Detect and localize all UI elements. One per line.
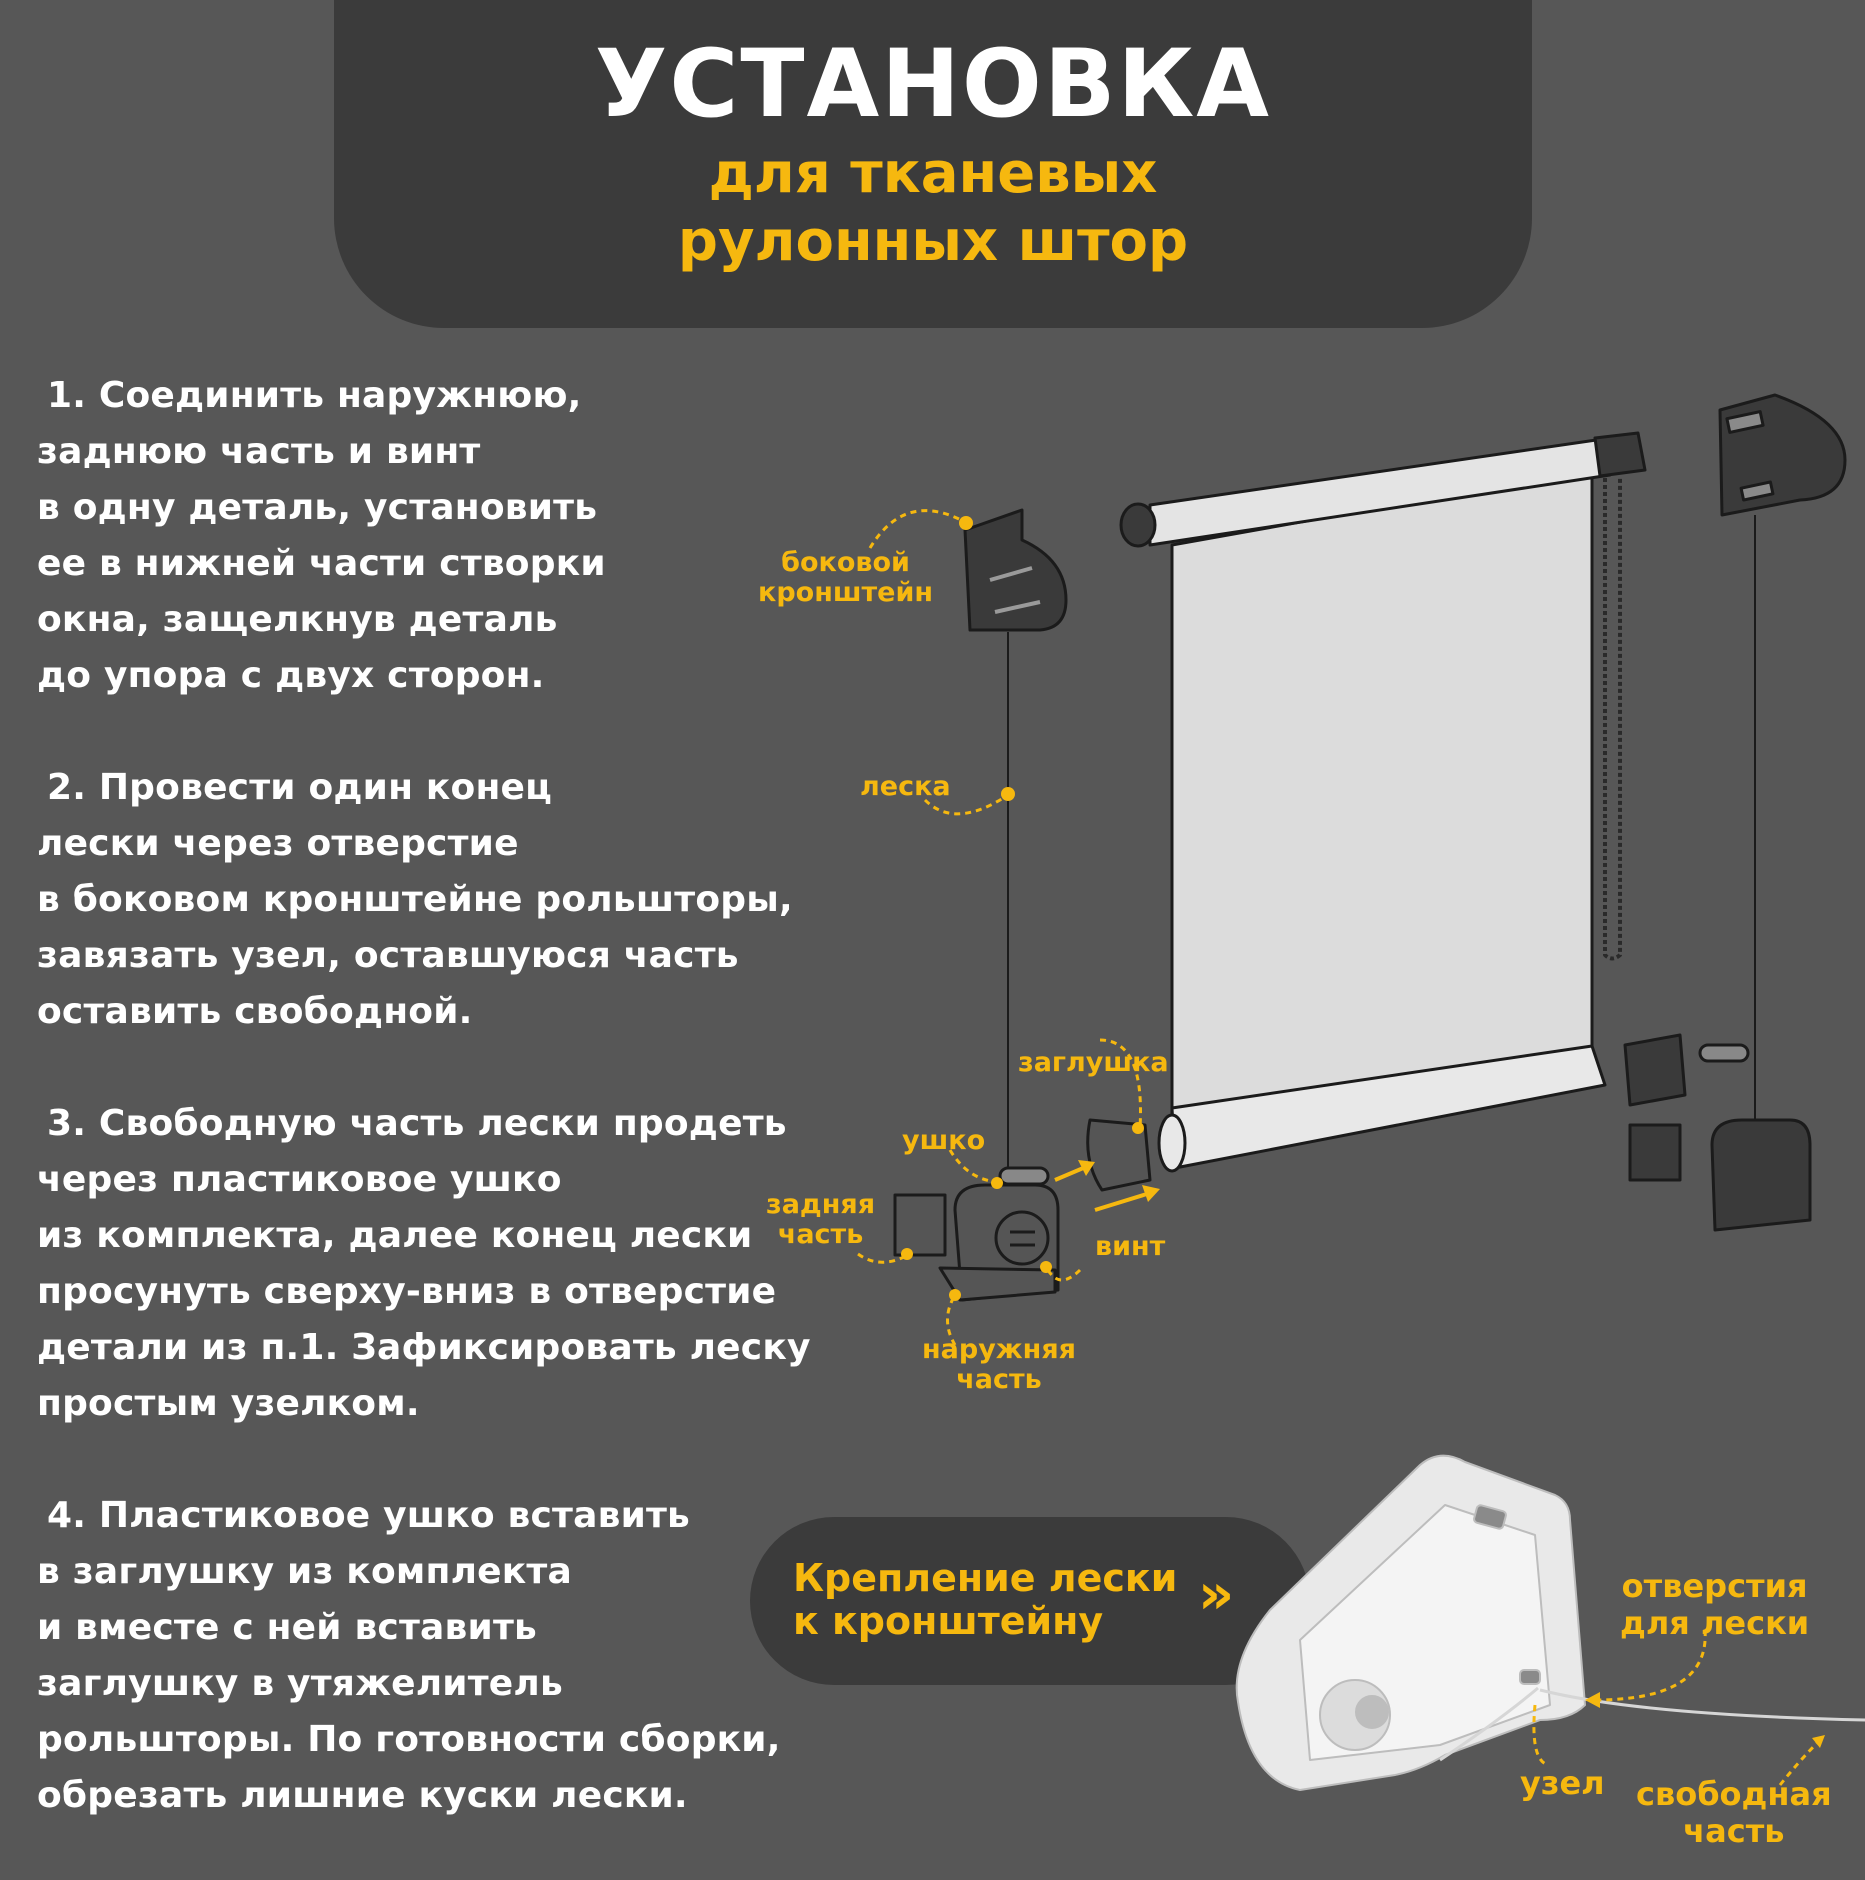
label-free-part: свободная часть <box>1636 1775 1832 1850</box>
step-line: просунуть сверху-вниз в отверстие <box>37 1271 777 1312</box>
step-line: до упора с двух сторон. <box>37 655 545 696</box>
step-line: оставить свободной. <box>37 991 473 1032</box>
bracket-hole <box>1520 1670 1540 1684</box>
step-line: 4. Пластиковое ушко вставить <box>47 1495 691 1536</box>
step-line: простым узелком. <box>37 1383 420 1424</box>
step-line: 1. Соединить наружнюю, <box>47 375 582 416</box>
free-fishing-line <box>1540 1690 1865 1720</box>
caption-line-1: Крепление лески <box>793 1556 1178 1600</box>
subtitle-line-2: рулонных штор <box>677 209 1189 274</box>
step-line: в одну деталь, установить <box>37 487 598 528</box>
double-chevron-icon: » <box>1198 1562 1235 1627</box>
step-line: обрезать лишние куски лески. <box>37 1775 688 1816</box>
step-line: окна, защелкнув деталь <box>37 599 558 640</box>
step-line: в заглушку из комплекта <box>37 1551 572 1592</box>
label-eye: ушко <box>902 1125 986 1156</box>
step-line: заглушку в утяжелитель <box>37 1663 563 1704</box>
label-holes: отверстия для лески <box>1620 1567 1810 1642</box>
step-line: через пластиковое ушко <box>37 1159 562 1200</box>
label-side-bracket: боковой кронштейн <box>758 547 934 608</box>
step-line: ее в нижней части створки <box>37 543 606 584</box>
page-title: УСТАНОВКА <box>594 30 1272 139</box>
step-line: 2. Провести один конец <box>47 767 553 808</box>
label-back-part: задняя часть <box>766 1189 876 1250</box>
label-outer-part: наружняя часть <box>922 1334 1076 1395</box>
step-line: рольшторы. По готовности сборки, <box>37 1719 781 1760</box>
step-line: лески через отверстие <box>37 823 519 864</box>
step-line: 3. Свободную часть лески продеть <box>47 1103 787 1144</box>
caption-line-2: к кронштейну <box>793 1599 1104 1643</box>
arrow-free <box>1812 1735 1825 1748</box>
step-line: в боковом кронштейне рольшторы, <box>37 879 793 920</box>
label-knot: узел <box>1520 1764 1605 1802</box>
step-line: завязать узел, оставшуюся часть <box>37 935 739 976</box>
label-screw: винт <box>1095 1231 1166 1262</box>
step-line: из комплекта, далее конец лески <box>37 1215 753 1256</box>
label-fishing-line: леска <box>860 771 951 802</box>
step-line: и вместе с ней вставить <box>37 1607 537 1648</box>
label-plug: заглушка <box>1018 1047 1169 1078</box>
step-line: детали из п.1. Зафиксировать леску <box>37 1327 811 1368</box>
arrow-holes <box>1585 1692 1600 1708</box>
step-line: заднюю часть и винт <box>37 431 481 472</box>
subtitle-line-1: для тканевых <box>708 141 1158 206</box>
